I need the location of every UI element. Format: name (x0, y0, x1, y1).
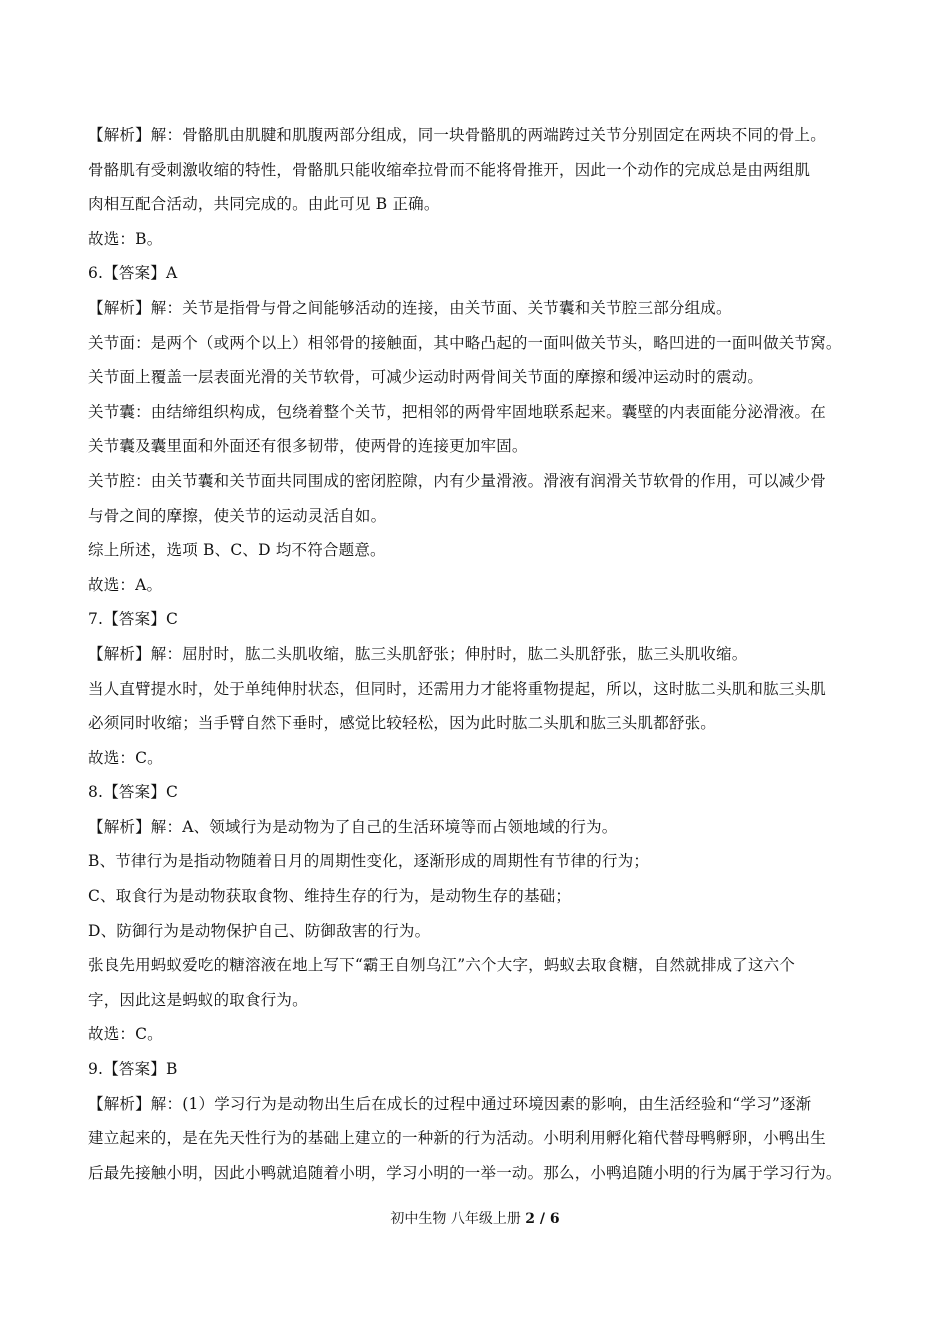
text-line: 关节囊及囊里面和外面还有很多韧带，使两骨的连接更加牢固。 (88, 437, 528, 456)
text-line: D、防御行为是动物保护自己、防御敌害的行为。 (88, 921, 431, 940)
answer-explanations (88, 118, 868, 1190)
text-line: 【解析】解：(1）学习行为是动物出生后在成长的过程中通过环境因素的影响，由生活经验和“学习”逐渐 (88, 1094, 812, 1113)
text-line: 【解析】解：骨骼肌由肌腱和肌腹两部分组成，同一块骨骼肌的两端跨过关节分别固定在两块不同的骨上。 (88, 126, 826, 144)
text-line: 关节囊：由结缔组织构成，包绕着整个关节，把相邻的两骨牢固地联系起来。囊壁的内表面能分泌滑液。在 (88, 402, 826, 421)
page-number: 2 / 6 (525, 1211, 560, 1227)
text-line: B、节律行为是指动物随着日月的周期性变化，逐渐形成的周期性有节律的行为； (88, 852, 650, 871)
text-line: 字，因此这是蚂蚁的取食行为。 (88, 990, 308, 1009)
text-line: 与骨之间的摩擦，使关节的运动灵活自如。 (88, 506, 387, 525)
text-line: 故选：C。 (88, 748, 163, 767)
page-footer (0, 1208, 950, 1228)
text-line: 综上所述，选项 B、C、D 均不符合题意。 (88, 541, 386, 560)
answer-heading-8: 8.【答案】C (88, 783, 179, 802)
text-line: 建立起来的，是在先天性行为的基础上建立的一种新的行为活动。小明利用孵化箱代替母鸭孵卵，小鸭出生 (88, 1129, 826, 1148)
text-line: 【解析】解：关节是指骨与骨之间能够活动的连接，由关节面、关节囊和关节腔三部分组成。 (88, 298, 732, 317)
text-line: 必须同时收缩；当手臂自然下垂时，感觉比较轻松，因为此时肱二头肌和肱三头肌都舒张。 (88, 714, 717, 733)
text-line: 【解析】解：A、领域行为是动物为了自己的生活环境等而占领地域的行为。 (88, 817, 618, 836)
answer-heading-7: 7.【答案】C (88, 610, 179, 629)
footer-label: 初中生物 八年级上册 (390, 1211, 521, 1227)
text-line: 后最先接触小明，因此小鸭就追随着小明，学习小明的一举一动。那么，小鸭追随小明的行为属于学习行为。 (88, 1163, 842, 1182)
answer-heading-6: 6.【答案】A (88, 264, 178, 283)
text-line: 关节面上覆盖一层表面光滑的关节软骨，可减少运动时两骨间关节面的摩擦和缓冲运动时的震动。 (88, 368, 764, 387)
text-line: 【解析】解：屈肘时，肱二头肌收缩，肱三头肌舒张；伸肘时，肱二头肌舒张，肱三头肌收缩。 (88, 644, 748, 663)
text-line: 关节腔：由关节囊和关节面共同围成的密闭腔隙，内有少量滑液。滑液有润滑关节软骨的作用，可以减少骨 (88, 471, 826, 490)
text-line: 张良先用蚂蚁爱吃的糖溶液在地上写下“霸王自刎乌江”六个大字，蚂蚁去取食糖，自然就排成了这六个 (88, 956, 796, 975)
text-line: 关节面：是两个（或两个以上）相邻骨的接触面，其中略凸起的一面叫做关节头，略凹进的一面叫做关节窝。 (88, 333, 842, 352)
text-line: 骨骼肌有受刺激收缩的特性，骨骼肌只能收缩牵拉骨而不能将骨推开，因此一个动作的完成总是由两组肌 (88, 160, 811, 179)
text-line: 肉相互配合活动，共同完成的。由此可见 B 正确。 (88, 195, 440, 214)
text-line: C、取食行为是动物获取食物、维持生存的行为，是动物生存的基础； (88, 887, 572, 906)
text-line: 故选：A。 (88, 575, 163, 594)
answer-heading-9: 9.【答案】B (88, 1060, 178, 1079)
text-line: 故选：C。 (88, 1025, 163, 1044)
text-line: 故选：B。 (88, 229, 163, 248)
text-line: 当人直臂提水时，处于单纯伸肘状态，但同时，还需用力才能将重物提起，所以，这时肱二头肌和肱三头肌 (88, 679, 826, 698)
